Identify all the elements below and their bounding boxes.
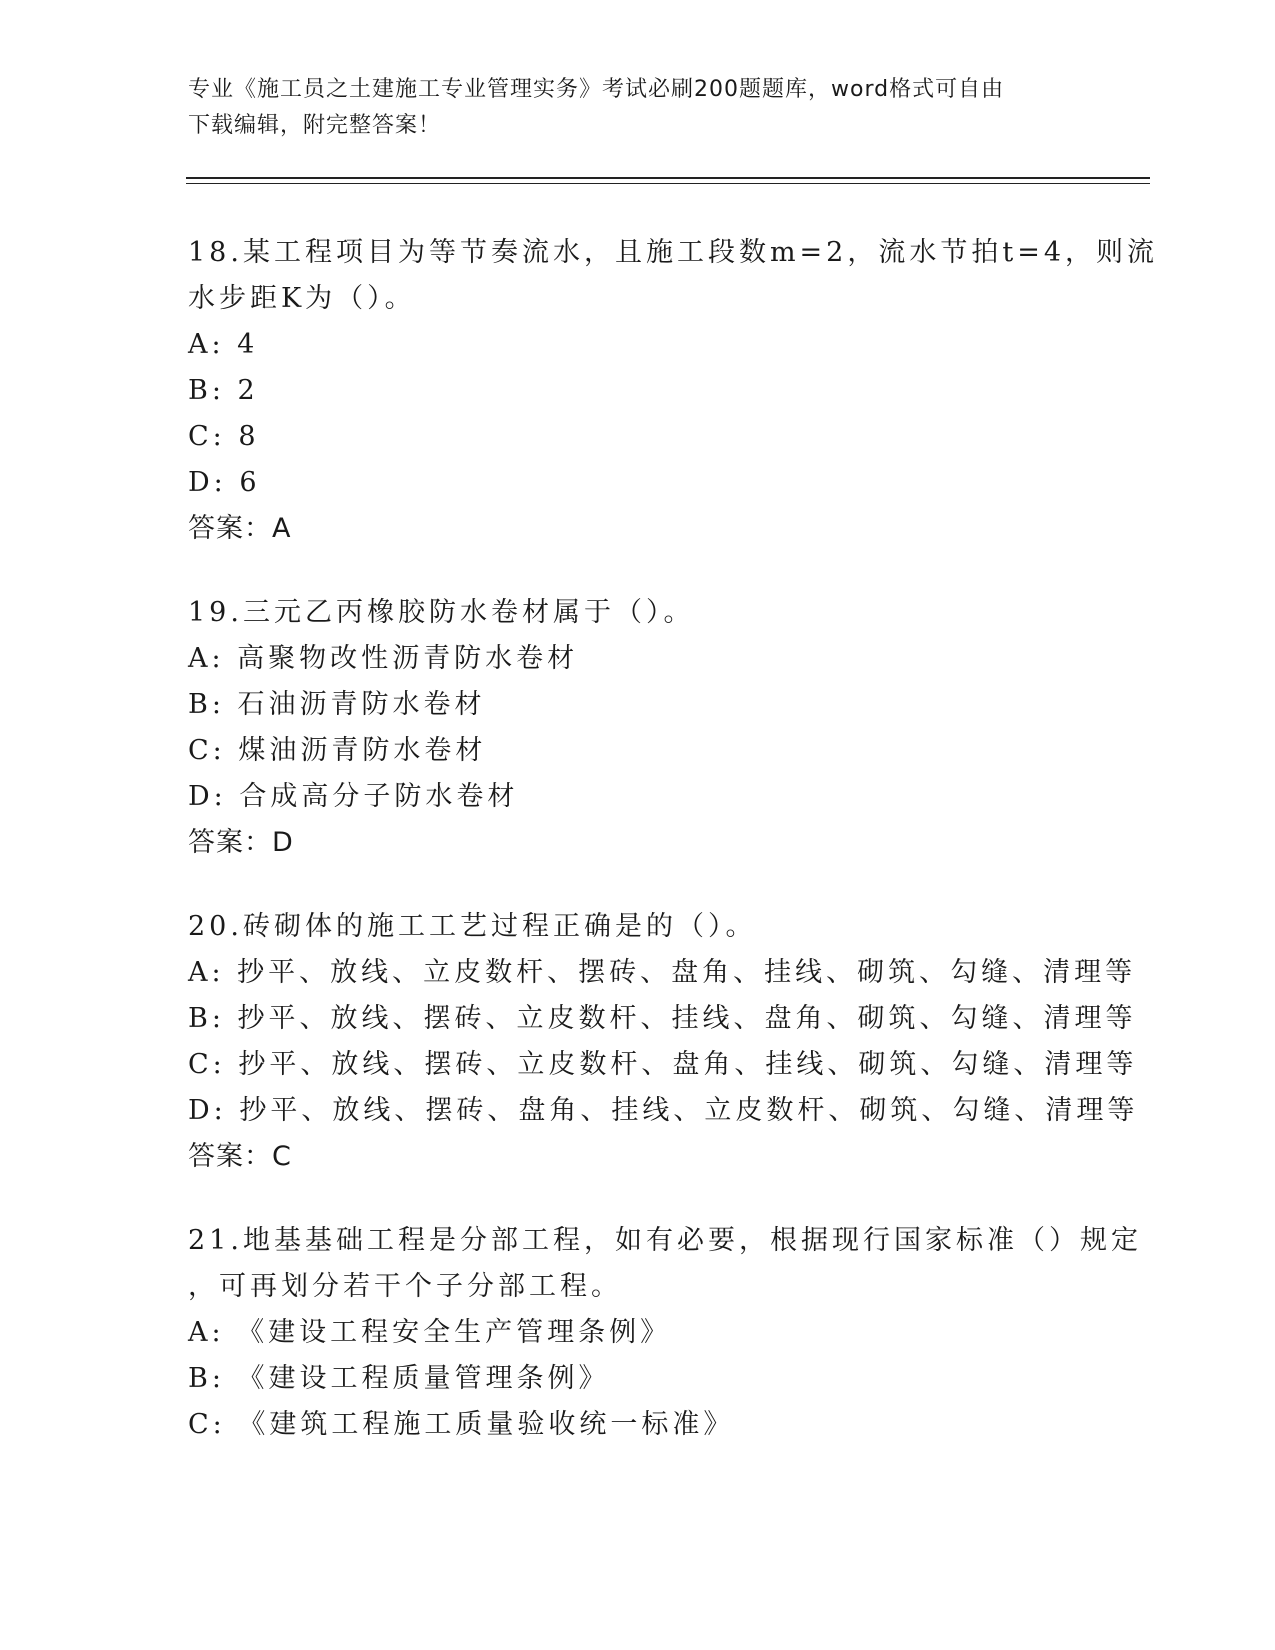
question-20 bbox=[188, 904, 1139, 1180]
question-21 bbox=[188, 1218, 1142, 1448]
option-d: D: 合成高分子防水卷材 bbox=[188, 781, 519, 812]
option-a: A: 高聚物改性沥青防水卷材 bbox=[188, 643, 579, 674]
option-c: C: 抄平、放线、摆砖、立皮数杆、盘角、挂线、砌筑、勾缝、清理等 bbox=[188, 1049, 1138, 1080]
question-list bbox=[188, 230, 1158, 1486]
option-b: B: 《建设工程质量管理条例》 bbox=[188, 1363, 610, 1394]
option-c: C: 煤油沥青防水卷材 bbox=[188, 735, 487, 766]
header-line-1: 专业《施工员之土建施工专业管理实务》考试必刷200题题库，word格式可自由 bbox=[188, 77, 1005, 102]
question-19 bbox=[188, 590, 1088, 866]
option-b: B: 石油沥青防水卷材 bbox=[188, 689, 486, 720]
answer-label: 答案：D bbox=[188, 827, 294, 858]
question-stem-line: 18.某工程项目为等节奏流水，且施工段数m=2，流水节拍t=4，则流 bbox=[188, 237, 1158, 268]
option-d: D: 6 bbox=[188, 467, 261, 498]
document-header bbox=[188, 72, 1088, 144]
question-stem-line: 水步距K为（）。 bbox=[188, 283, 416, 314]
header-divider-thin bbox=[186, 183, 1150, 184]
answer-label: 答案：C bbox=[188, 1141, 292, 1172]
option-b: B: 抄平、放线、摆砖、立皮数杆、挂线、盘角、砌筑、勾缝、清理等 bbox=[188, 1003, 1137, 1034]
option-b: B: 2 bbox=[188, 375, 259, 406]
option-c: C: 8 bbox=[188, 421, 260, 452]
question-stem-line: 21.地基基础工程是分部工程，如有必要，根据现行国家标准（）规定 bbox=[188, 1225, 1142, 1256]
option-c: C: 《建筑工程施工质量验收统一标准》 bbox=[188, 1409, 735, 1440]
header-line-2: 下载编辑，附完整答案！ bbox=[188, 113, 442, 138]
option-a: A: 4 bbox=[188, 329, 259, 360]
header-divider-thick bbox=[186, 177, 1150, 179]
question-stem-line: 20.砖砌体的施工工艺过程正确是的（）。 bbox=[188, 911, 757, 942]
question-18 bbox=[188, 230, 1158, 552]
option-a: A: 《建设工程安全生产管理条例》 bbox=[188, 1317, 672, 1348]
answer-label: 答案：A bbox=[188, 513, 292, 544]
question-stem-line: ，可再划分若干个子分部工程。 bbox=[188, 1271, 622, 1302]
option-a: A: 抄平、放线、立皮数杆、摆砖、盘角、挂线、砌筑、勾缝、清理等 bbox=[188, 957, 1137, 988]
question-stem-line: 19.三元乙丙橡胶防水卷材属于（）。 bbox=[188, 597, 695, 628]
option-d: D: 抄平、放线、摆砖、盘角、挂线、立皮数杆、砌筑、勾缝、清理等 bbox=[188, 1095, 1139, 1126]
